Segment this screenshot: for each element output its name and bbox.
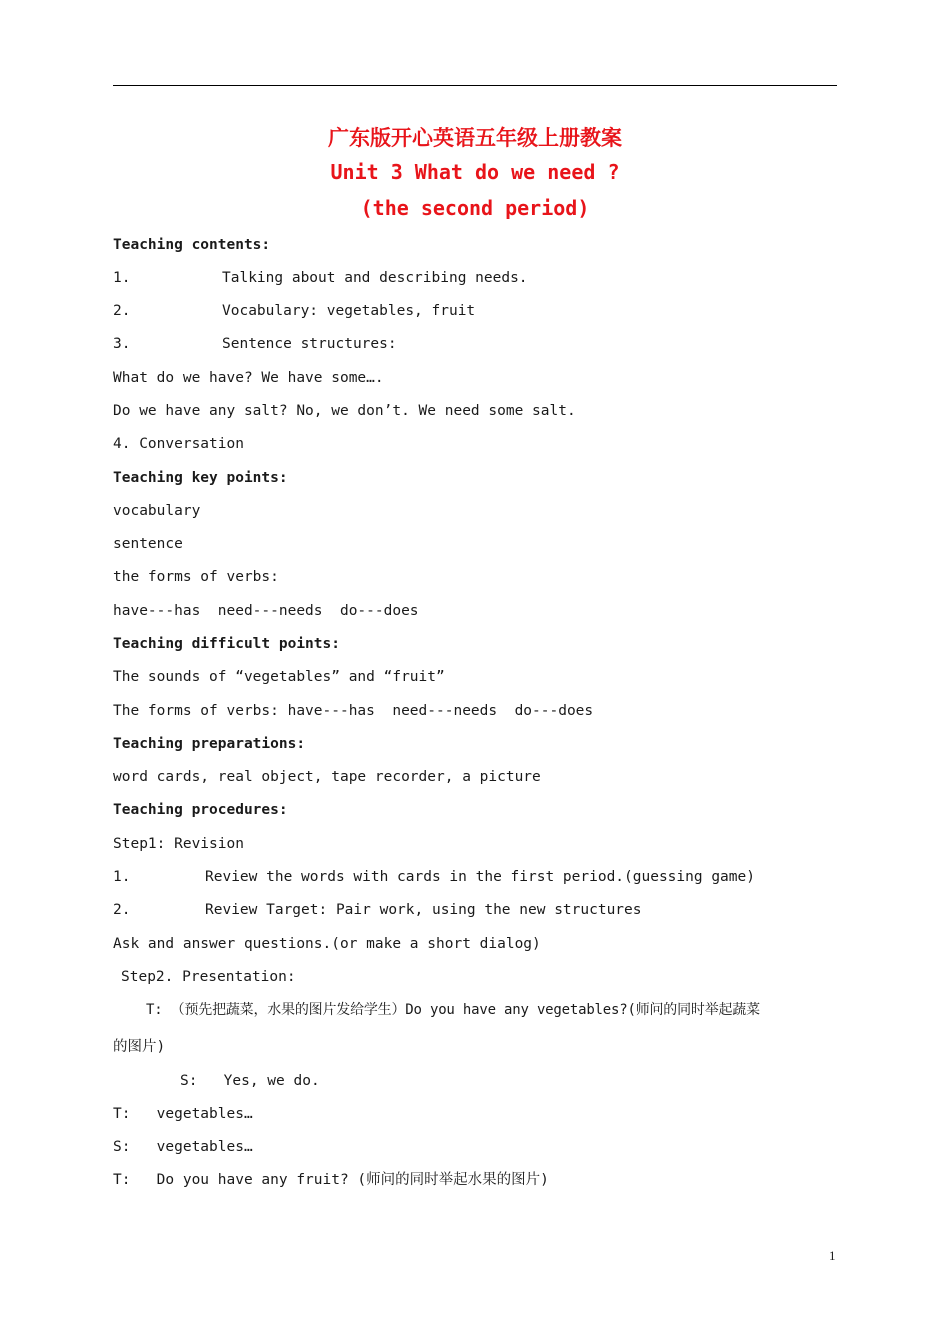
difficult-heading: Teaching difficult points: [113, 636, 340, 652]
doc-title-unit: Unit 3 What do we need ? [330, 160, 620, 184]
step2-label: Step2. Presentation: [121, 969, 296, 985]
item-text: Review the words with cards in the first period.(guessing game) [205, 869, 755, 885]
item-text: Talking about and describing needs. [222, 270, 528, 286]
step1-label: Step1: Revision [113, 836, 244, 852]
dialog-teacher-line-2: T: vegetables… [113, 1106, 253, 1122]
procedures-heading: Teaching procedures: [113, 802, 288, 818]
item-text: Vocabulary: vegetables, fruit [222, 303, 476, 319]
contents-line-a: What do we have? We have some…. [113, 370, 384, 386]
item-number: 2. [113, 303, 131, 319]
header-rule [113, 85, 837, 86]
contents-line-b: Do we have any salt? No, we don’t. We need some salt. [113, 403, 576, 419]
preparations-heading: Teaching preparations: [113, 736, 306, 752]
key-point-line: the forms of verbs: [113, 569, 279, 585]
item-text: Sentence structures: [222, 336, 397, 352]
contents-heading: Teaching contents: [113, 237, 271, 253]
item-number: 2. [113, 902, 131, 918]
contents-item-2 [113, 301, 476, 321]
dialog-student-line-1: S: Yes, we do. [180, 1073, 320, 1089]
dialog-teacher-line-3: T: Do you have any fruit? (师问的同时举起水果的图片) [113, 1172, 549, 1188]
difficult-line: The forms of verbs: have---has need---needs do---does [113, 703, 594, 719]
procedure-item-1 [113, 867, 755, 887]
key-point-line: vocabulary [113, 503, 201, 519]
doc-title-zh: 广东版开心英语五年级上册教案 [328, 126, 622, 150]
key-point-line: have---has need---needs do---does [113, 603, 419, 619]
ask-line: Ask and answer questions.(or make a short dialog) [113, 936, 541, 952]
dialog-teacher-line-1-cont: 的图片) [113, 1039, 166, 1055]
doc-title-period: (the second period) [360, 196, 590, 220]
item-number: 3. [113, 336, 131, 352]
item-number: 1. [113, 270, 131, 286]
key-point-line: sentence [113, 536, 183, 552]
page-number: 1 [829, 1248, 836, 1263]
contents-item-3 [113, 334, 397, 354]
key-points-heading: Teaching key points: [113, 470, 288, 486]
difficult-line: The sounds of “vegetables” and “fruit” [113, 669, 445, 685]
preparations-line: word cards, real object, tape recorder, a picture [113, 769, 541, 785]
item-text: Review Target: Pair work, using the new structures [205, 902, 642, 918]
dialog-teacher-line-1: T: （预先把蔬菜，水果的图片发给学生）Do you have any vegetables?(师问的同时举起蔬菜 [146, 1002, 760, 1018]
procedure-item-2 [113, 900, 642, 920]
item-number: 1. [113, 869, 131, 885]
dialog-student-line-2: S: vegetables… [113, 1139, 253, 1155]
contents-item-1 [113, 268, 528, 288]
contents-line-c: 4. Conversation [113, 436, 244, 452]
